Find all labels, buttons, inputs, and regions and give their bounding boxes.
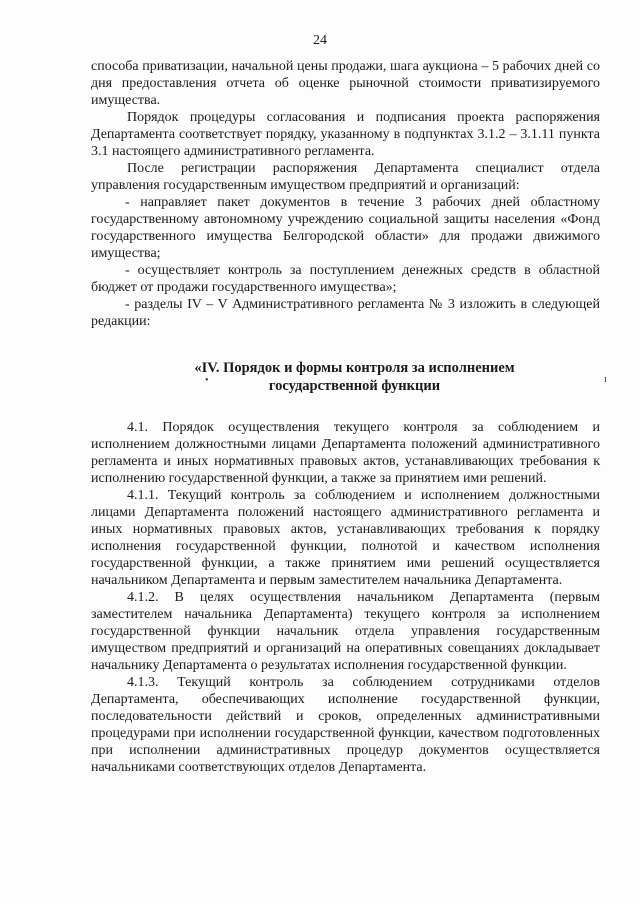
paragraph-after-registration: После регистрации распоряжения Департамента специалист отдела управления государственным имуществом предприятий и организаций: — [91, 161, 600, 193]
section-heading-line2: государственной функции — [268, 378, 441, 394]
section-4-1: 4.1. Порядок осуществления текущего контроля за соблюдением и исполнением должностными лицами Департамента положений административного регламента и иных нормативных правовых актов, устанавливающих требования к исполнению государственной функции, а также за принятием ими решений. — [91, 420, 600, 486]
scan-tick-mark: ı — [604, 374, 607, 385]
section-4-1-3: 4.1.3. Текущий контроль за соблюдением сотрудниками отделов Департамента, обеспечивающих исполнение государственной функции, последовательности действий и сроков, определенных административными процедурами при исполнении государственной функции, качеством подготовленных при исполнении административных процедур документов осуществляется начальниками соответствующих отделов Департамента. — [91, 675, 600, 775]
page-number: 24 — [313, 33, 327, 48]
scan-dot-mark: • — [205, 375, 209, 386]
document-body — [91, 58, 600, 776]
section-4-1-1: 4.1.1. Текущий контроль за соблюдением и исполнением должностными лицами Департамента положений настоящего административного регламента и иных нормативных правовых актов, устанавливающих требования к порядку исполнения государственной функции, полнотой и качеством исполнения государственной функции, а также принятием ими решений осуществляется начальником Департамента и первым заместителем начальника Департамента. — [91, 488, 600, 588]
list-item-sections-amend: - разделы IV – V Административного регламента № 3 изложить в следующей редакции: — [91, 297, 600, 329]
section-heading-line1: «IV. Порядок и формы контроля за исполнением — [194, 360, 515, 376]
section-heading — [91, 359, 600, 395]
list-item-send-documents: - направляет пакет документов в течение 3 рабочих дней областному государственному автономному учреждению социальной защиты населения «Фонд государственного имущества Белгородской области» для продажи движимого имущества; — [91, 195, 600, 261]
paragraph-approval-procedure: Порядок процедуры согласования и подписания проекта распоряжения Департамента соответствует порядку, указанному в подпунктах 3.1.2 – 3.1.11 пункта 3.1 настоящего административного регламента. — [91, 110, 600, 159]
section-4-1-2: 4.1.2. В целях осуществления начальником Департамента (первым заместителем начальника Департамента) текущего контроля за исполнением государственной функции начальник отдела управления государственным имуществом предприятий и организаций на оперативных совещаниях докладывает начальнику Департамента о результатах исполнения государственной функции. — [91, 590, 600, 673]
paragraph-continuation: способа приватизации, начальной цены продажи, шага аукциона – 5 рабочих дней со дня предоставления отчета об оценке рыночной стоимости приватизируемого имущества. — [91, 59, 600, 108]
list-item-control-funds: - осуществляет контроль за поступлением денежных средств в областной бюджет от продажи государственного имущества»; — [91, 263, 600, 295]
